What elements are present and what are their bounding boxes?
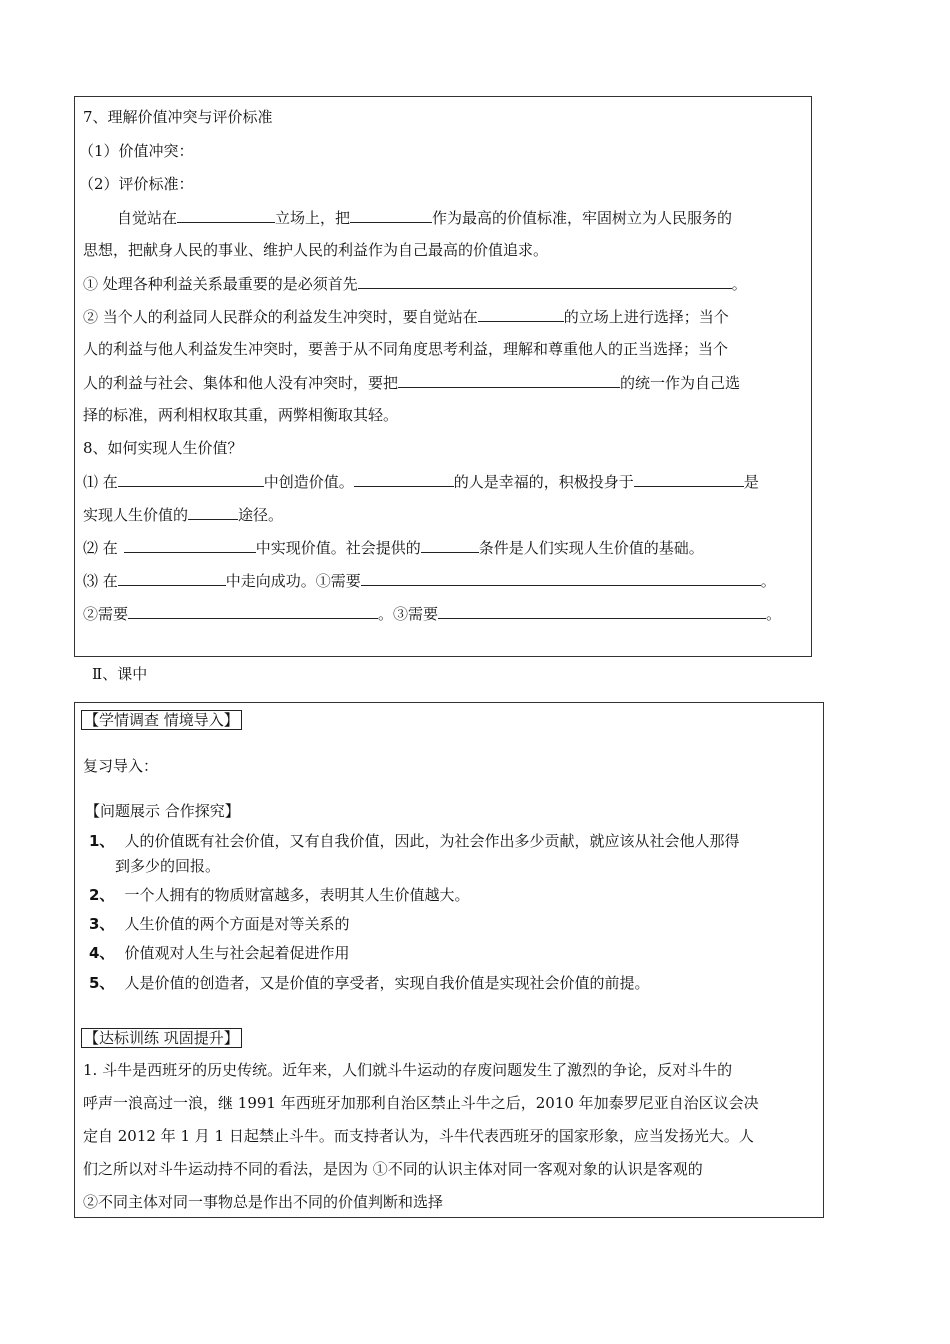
blank-4[interactable] [478,306,564,322]
point-1: 1、 人的价值既有社会价值，又有自我价值，因此，为社会作出多少贡献，就应该从社会他人那得 [89,832,740,850]
section-label: Ⅱ、课中 [92,665,148,683]
blank-11[interactable] [421,537,479,553]
blank-3[interactable] [358,273,732,289]
blank-8[interactable] [634,471,744,487]
tag-training: 【达标训练 巩固提升】 [81,1028,242,1048]
point-4: 4、 价值观对人生与社会起着促进作用 [89,944,350,962]
blank-10[interactable] [124,537,256,553]
point-2: 2、 一个人拥有的物质财富越多，表明其人生价值越大。 [89,886,470,904]
tag-problem-display: 【问题展示 合作探究】 [85,802,240,820]
class-activity-box [74,702,824,1218]
q7-item2-line3: 人的利益与社会、集体和他人没有冲突时，要把 的统一作为自己选 [83,374,741,392]
blank-14[interactable] [128,603,378,619]
q8-line3: ⑵ 在 中实现价值。社会提供的 条件是人们实现人生价值的基础。 [83,539,704,557]
q1-line5: ②不同主体对同一事物总是作出不同的价值判断和选择 [83,1193,444,1211]
blank-2[interactable] [350,207,432,223]
blank-6[interactable] [118,471,264,487]
q7-para-line1: 自觉站在 立场上，把 作为最高的价值标准，牢固树立为人民服务的 [117,209,733,227]
q1-line1: 1. 斗牛是西班牙的历史传统。近年来，人们就斗牛运动的存废问题发生了激烈的争论，反对斗牛的 [83,1061,733,1079]
q8-title: 8、如何实现人生价值？ [83,439,243,457]
q1-line3: 定自 2012 年 1 月 1 日起禁止斗牛。而支持者认为，斗牛代表西班牙的国家形象，应当发扬光大。人 [83,1127,754,1145]
q7-item2-line1: ② 当个人的利益同人民群众的利益发生冲突时，要自觉站在 的立场上进行选择；当个 [83,308,729,326]
q8-line4: ⑶ 在 中走向成功。①需要 。 [83,572,776,590]
q7-sub1: （1）价值冲突： [79,142,194,160]
blank-15[interactable] [438,603,766,619]
tag-situation-intro: 【学情调查 情境导入】 [81,710,242,730]
blank-5[interactable] [398,372,620,388]
q1-line2: 呼声一浪高过一浪，继 1991 年西班牙加那利自治区禁止斗牛之后，2010 年加泰罗尼亚自治区议会决 [83,1094,759,1112]
blank-1[interactable] [177,207,275,223]
q7-title: 7、理解价值冲突与评价标准 [83,108,273,126]
blank-13[interactable] [361,570,761,586]
q7-item1: ① 处理各种利益关系最重要的是必须首先 。 [83,275,747,293]
fill-in-box-1 [74,96,812,657]
q1-line4: 们之所以对斗牛运动持不同的看法，是因为 ①不同的认识主体对同一客观对象的认识是客观的 [83,1160,703,1178]
point-1-cont: 到多少的回报。 [115,857,221,875]
q8-line1: ⑴ 在 中创造价值。 的人是幸福的，积极投身于 是 [83,473,759,491]
blank-7[interactable] [354,471,454,487]
q7-item2-line4: 择的标准，两利相权取其重，两弊相衡取其轻。 [83,406,399,424]
review-intro: 复习导入： [83,757,159,775]
blank-12[interactable] [118,570,226,586]
blank-9[interactable] [188,504,238,520]
q7-sub2: （2）评价标准： [79,175,194,193]
point-3: 3、 人生价值的两个方面是对等关系的 [89,915,350,933]
q8-line5: ②需要 。③需要 。 [83,605,782,623]
q7-para-line2: 思想，把献身人民的事业、维护人民的利益作为自己最高的价值追求。 [83,241,549,259]
q7-item2-line2: 人的利益与他人利益发生冲突时，要善于从不同角度思考利益，理解和尊重他人的正当选择；当个 [83,340,729,358]
point-5: 5、 人是价值的创造者，又是价值的享受者，实现自我价值是实现社会价值的前提。 [89,974,650,992]
q8-line2: 实现人生价值的 途径。 [83,506,284,524]
